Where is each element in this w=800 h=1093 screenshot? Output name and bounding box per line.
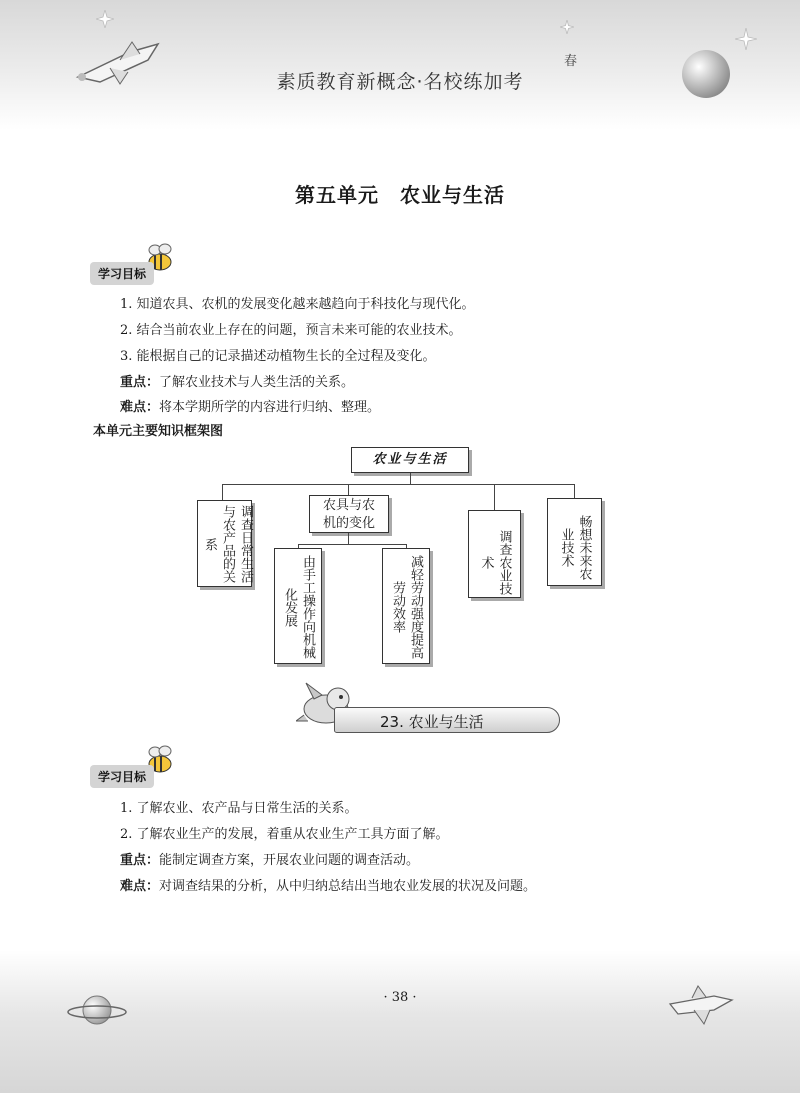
difficult-point — [120, 875, 536, 894]
goal-item: 3. 能根据自己的记录描述动植物生长的全过程及变化。 — [120, 349, 436, 364]
branch-survey-tech-label: 调查农业技术 — [478, 529, 512, 595]
star-icon — [560, 20, 574, 34]
root-node: 农业与生活 — [351, 447, 469, 473]
learning-goals-badge: 学习目标 — [90, 765, 154, 788]
page-number: · 38 · — [383, 990, 417, 1005]
branch-survey-tech-node — [468, 510, 521, 598]
connector — [494, 484, 495, 510]
branch-tools-line2: 机的变化 — [322, 516, 375, 531]
subnode-mechanization-label: 由手工操作向机械化发展 — [282, 555, 315, 659]
star-icon — [735, 28, 757, 50]
connector — [348, 533, 349, 544]
goal-item: 2. 了解农业生产的发展，着重从农业生产工具方面了解。 — [120, 827, 449, 842]
branch-survey-life-label: 调查日常生活与农产品的关系 — [202, 505, 253, 583]
learning-goals-badge: 学习目标 — [90, 262, 154, 285]
connector — [222, 484, 223, 500]
star-icon — [96, 10, 114, 28]
goal-item: 2. 结合当前农业上存在的问题，预言未来可能的农业技术。 — [120, 323, 462, 338]
unit-title: 第五单元 农业与生活 — [295, 183, 505, 207]
subnode-efficiency — [382, 548, 430, 664]
difficult-point — [120, 396, 380, 415]
subnode-efficiency-label: 减轻劳动强度提高劳动效率 — [390, 555, 423, 659]
branch-future-tech-node — [547, 498, 602, 586]
key-point-text: 能制定调查方案，开展农业问题的调查活动。 — [159, 853, 420, 868]
connector — [222, 484, 574, 485]
branch-tools-node — [309, 495, 389, 533]
branch-tools-line1: 农具与农 — [322, 498, 375, 513]
key-point — [120, 849, 419, 868]
key-point-label: 重点： — [120, 375, 160, 390]
framework-title: 本单元主要知识框架图 — [93, 424, 224, 439]
connector — [298, 544, 406, 545]
difficult-point-text: 将本学期所学的内容进行归纳、整理。 — [159, 400, 381, 415]
planet-icon — [66, 990, 128, 1030]
goal-item: 1. 知道农具、农机的发展变化越来越趋向于科技化与现代化。 — [120, 297, 475, 312]
lesson-title: 23. 农业与生活 — [380, 713, 484, 731]
goal-item: 1. 了解农业、农产品与日常生活的关系。 — [120, 801, 358, 816]
key-point-text: 了解农业技术与人类生活的关系。 — [159, 375, 355, 390]
key-point-label: 重点： — [120, 853, 160, 868]
key-point — [120, 371, 354, 390]
space-shuttle-icon — [664, 984, 736, 1030]
connector — [410, 473, 411, 484]
header-title: 素质教育新概念·名校练加考 — [276, 71, 524, 93]
difficult-point-text: 对调查结果的分析，从中归纳总结出当地农业发展的状况及问题。 — [159, 879, 537, 894]
subnode-mechanization — [274, 548, 322, 664]
difficult-point-label: 难点： — [120, 879, 160, 894]
connector — [348, 484, 349, 495]
branch-future-tech-label: 畅想未来农业技术 — [558, 514, 592, 580]
season-label: 春 — [564, 54, 578, 69]
difficult-point-label: 难点： — [120, 400, 160, 415]
connector — [574, 484, 575, 498]
branch-survey-life-node — [197, 500, 252, 587]
